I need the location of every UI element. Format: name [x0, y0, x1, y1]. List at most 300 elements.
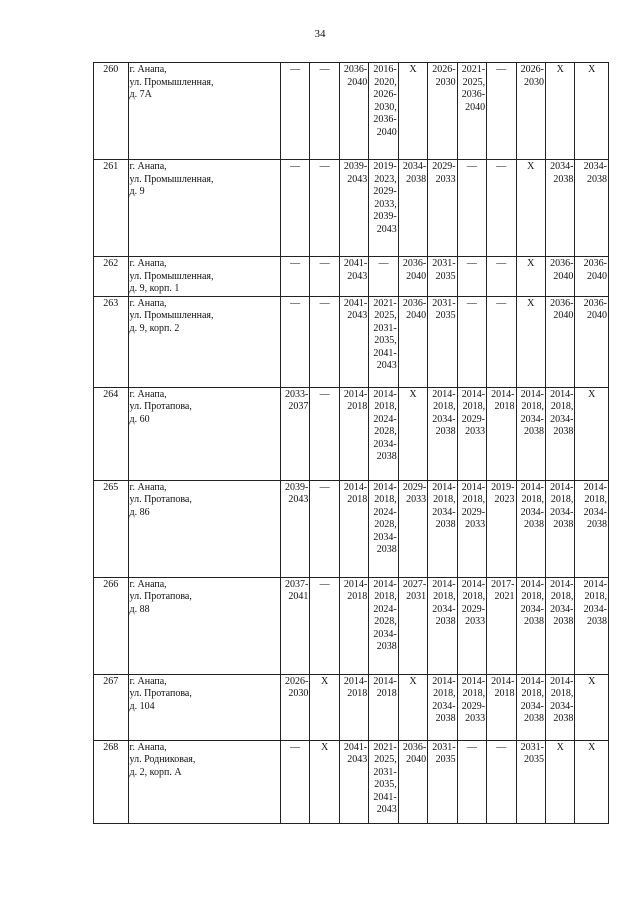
- term-line: 2018: [494, 401, 515, 412]
- term-line: 2027-: [402, 578, 427, 590]
- term-line: 2018,: [521, 688, 544, 699]
- term-cell: [428, 63, 457, 160]
- term-line: —: [290, 297, 301, 309]
- address-line: д. 88: [129, 603, 150, 615]
- term-line: —: [319, 258, 330, 269]
- term-line: 2038: [523, 519, 544, 530]
- term-line: 2018,: [550, 591, 574, 602]
- term-line: 2018,: [550, 494, 574, 505]
- term-line: —: [290, 258, 301, 269]
- term-cell: [339, 296, 368, 387]
- term-line: —: [319, 64, 330, 75]
- term-cell: [487, 296, 516, 387]
- term-cell: [457, 160, 486, 257]
- term-line: 2034-: [432, 413, 456, 425]
- address-line: г. Анапа,: [129, 388, 167, 400]
- term-line: 2041-: [343, 258, 368, 269]
- term-cell: [310, 257, 339, 297]
- term-line: 2035,: [374, 779, 397, 790]
- term-line: 2030: [523, 76, 544, 88]
- term-cell: [398, 257, 427, 297]
- term-cell: [310, 63, 339, 160]
- term-line: Х: [588, 741, 596, 753]
- address-line: ул. Протапова,: [129, 688, 192, 699]
- term-line: 2040: [587, 310, 607, 321]
- term-line: 2014-: [550, 578, 574, 590]
- address-line: г. Анапа,: [129, 741, 167, 753]
- term-line: 2034-: [550, 161, 574, 172]
- page-number: 34: [314, 28, 326, 40]
- term-line: 2030,: [374, 101, 397, 113]
- address-cell: [128, 296, 280, 387]
- term-line: 2029-: [402, 481, 427, 493]
- term-line: 2024-: [373, 603, 397, 615]
- term-line: 2040: [587, 270, 607, 282]
- term-cell: [369, 577, 398, 674]
- term-line: 2024-: [373, 506, 397, 518]
- term-line: 2025,: [374, 754, 397, 765]
- term-line: 2034-: [373, 438, 397, 450]
- term-line: 2020,: [374, 76, 397, 88]
- term-line: —: [290, 161, 301, 172]
- term-line: 2033,: [374, 198, 397, 210]
- term-cell: [428, 740, 457, 823]
- term-line: Х: [527, 297, 535, 309]
- term-line: 2014-: [520, 481, 544, 493]
- term-line: —: [378, 258, 389, 269]
- term-cell: [339, 257, 368, 297]
- term-line: 2018,: [550, 688, 574, 699]
- term-line: —: [290, 741, 301, 753]
- term-line: 2036-: [550, 258, 574, 269]
- term-cell: [575, 740, 609, 823]
- term-line: 2035: [435, 270, 456, 282]
- term-line: 2031-: [432, 741, 456, 753]
- term-cell: [369, 387, 398, 480]
- term-line: 2034-: [402, 161, 427, 172]
- term-cell: [428, 160, 457, 257]
- term-line: 2034-: [520, 700, 544, 712]
- table-row: [94, 480, 609, 577]
- row-number: 268: [94, 740, 129, 823]
- address-cell: [128, 674, 280, 740]
- term-line: 2040: [406, 310, 427, 321]
- term-line: 2034-: [550, 413, 574, 425]
- term-line: 2036-: [402, 258, 427, 269]
- address-line: г. Анапа,: [129, 64, 167, 75]
- term-line: Х: [527, 258, 535, 269]
- term-line: 2033-: [285, 388, 309, 400]
- address-line: д. 60: [129, 413, 150, 425]
- address-line: д. 9, корп. 1: [129, 283, 180, 294]
- table-row: [94, 387, 609, 480]
- term-line: 2043: [376, 223, 397, 235]
- term-line: 2043: [376, 360, 397, 371]
- term-line: 2038: [406, 173, 427, 185]
- term-line: 2035: [435, 754, 456, 765]
- term-line: 2038: [553, 519, 574, 530]
- term-line: 2034-: [550, 506, 574, 518]
- term-line: 2036-: [461, 89, 486, 100]
- term-cell: [575, 160, 609, 257]
- term-cell: [398, 160, 427, 257]
- term-line: 2034-: [550, 700, 574, 712]
- term-cell: [369, 160, 398, 257]
- term-line: —: [319, 578, 330, 590]
- term-cell: [280, 480, 309, 577]
- term-cell: [280, 296, 309, 387]
- term-line: 2021-: [373, 297, 397, 309]
- address-cell: [128, 387, 280, 480]
- term-cell: [310, 674, 339, 740]
- term-line: 2038: [587, 616, 607, 627]
- address-line: ул. Протапова,: [129, 591, 192, 602]
- term-cell: [575, 63, 609, 160]
- term-cell: [280, 257, 309, 297]
- term-cell: [516, 387, 545, 480]
- term-line: 2035,: [374, 335, 397, 346]
- term-line: 2029-: [461, 603, 486, 615]
- term-line: 2016-: [373, 64, 397, 75]
- term-line: 2038: [523, 713, 544, 724]
- term-cell: [545, 674, 574, 740]
- address-cell: [128, 480, 280, 577]
- term-cell: [369, 296, 398, 387]
- term-cell: [575, 577, 609, 674]
- term-line: 2043: [288, 494, 309, 505]
- term-line: 2021: [494, 591, 515, 602]
- term-cell: [545, 577, 574, 674]
- term-cell: [339, 674, 368, 740]
- term-line: 2017-: [491, 578, 515, 590]
- term-line: Х: [556, 741, 564, 753]
- term-cell: [457, 387, 486, 480]
- term-line: 2036-: [550, 297, 574, 309]
- term-line: Х: [588, 675, 596, 687]
- term-cell: [516, 160, 545, 257]
- table-row: [94, 674, 609, 740]
- row-number: 261: [94, 160, 129, 257]
- term-cell: [310, 480, 339, 577]
- repair-schedule-table: [93, 62, 609, 824]
- term-line: 2035: [435, 310, 456, 321]
- address-line: д. 2, корп. А: [129, 766, 182, 778]
- term-line: 2038: [376, 641, 397, 652]
- term-line: 2033: [465, 713, 486, 724]
- term-line: 2034-: [520, 413, 544, 425]
- address-cell: [128, 257, 280, 297]
- term-line: 2026-: [373, 89, 397, 100]
- term-cell: [545, 257, 574, 297]
- term-line: 2018: [494, 688, 515, 699]
- term-line: 2037-: [285, 578, 309, 590]
- term-cell: [487, 577, 516, 674]
- term-line: 2014-: [432, 388, 456, 400]
- term-line: 2023: [494, 494, 515, 505]
- term-cell: [545, 740, 574, 823]
- term-line: 2018,: [462, 591, 486, 602]
- term-cell: [398, 296, 427, 387]
- table-row: [94, 577, 609, 674]
- term-line: 2026-: [285, 675, 309, 687]
- term-line: 2038: [435, 713, 456, 724]
- term-line: 2025,: [462, 76, 486, 88]
- term-line: 2040: [347, 76, 368, 88]
- term-line: 2030: [288, 688, 309, 699]
- term-line: —: [466, 741, 477, 753]
- term-line: 2036-: [373, 114, 397, 125]
- term-line: 2043: [376, 804, 397, 815]
- term-line: 2033: [465, 616, 486, 627]
- term-line: 2034-: [432, 506, 456, 518]
- term-line: —: [496, 161, 507, 172]
- term-cell: [398, 387, 427, 480]
- term-cell: [575, 296, 609, 387]
- term-line: 2014-: [520, 578, 544, 590]
- row-number: 265: [94, 480, 129, 577]
- term-line: 2040: [465, 101, 486, 113]
- term-cell: [457, 674, 486, 740]
- term-cell: [280, 577, 309, 674]
- term-line: 2039-: [343, 161, 368, 172]
- term-line: 2029-: [373, 186, 397, 197]
- term-line: 2018,: [374, 591, 397, 602]
- term-line: 2014-: [550, 675, 574, 687]
- term-line: 2021-: [461, 64, 486, 75]
- term-cell: [516, 63, 545, 160]
- term-line: 2029-: [461, 413, 486, 425]
- term-line: 2034-: [432, 603, 456, 615]
- term-line: 2014-: [550, 388, 574, 400]
- term-cell: [487, 160, 516, 257]
- term-line: 2031-: [520, 741, 544, 753]
- term-cell: [339, 740, 368, 823]
- term-cell: [369, 63, 398, 160]
- term-line: 2014-: [520, 675, 544, 687]
- term-line: 2038: [553, 616, 574, 627]
- term-line: —: [290, 64, 301, 75]
- address-line: д. 9, корп. 2: [129, 322, 180, 334]
- term-line: 2041-: [343, 741, 368, 753]
- address-line: ул. Промышленная,: [129, 270, 214, 282]
- address-line: ул. Промышленная,: [129, 76, 214, 88]
- term-line: —: [466, 161, 477, 172]
- term-cell: [369, 480, 398, 577]
- term-line: 2039-: [373, 211, 397, 222]
- term-line: 2014-: [491, 675, 515, 687]
- term-line: Х: [527, 161, 535, 172]
- term-cell: [545, 296, 574, 387]
- row-number: 264: [94, 387, 129, 480]
- term-line: 2033: [465, 519, 486, 530]
- term-line: 2038: [435, 426, 456, 437]
- term-line: 2036-: [583, 258, 607, 269]
- term-line: —: [319, 297, 330, 309]
- term-line: 2040: [553, 310, 574, 321]
- term-line: 2024-: [373, 413, 397, 425]
- term-line: 2040: [553, 270, 574, 282]
- term-line: 2033: [465, 426, 486, 437]
- term-line: 2034-: [583, 603, 607, 615]
- term-line: 2036-: [402, 741, 427, 753]
- address-line: ул. Протапова,: [129, 494, 192, 505]
- term-cell: [487, 257, 516, 297]
- term-cell: [516, 674, 545, 740]
- term-line: 2037: [288, 401, 309, 412]
- term-line: 2014-: [520, 388, 544, 400]
- row-number: 267: [94, 674, 129, 740]
- term-cell: [428, 387, 457, 480]
- term-line: 2018,: [584, 591, 607, 602]
- term-cell: [339, 160, 368, 257]
- term-line: 2034-: [373, 531, 397, 543]
- term-line: 2014-: [343, 578, 368, 590]
- address-line: д. 7А: [129, 89, 152, 100]
- term-line: 2043: [347, 310, 368, 321]
- address-line: д. 9: [129, 186, 145, 197]
- term-cell: [398, 577, 427, 674]
- term-line: 2014-: [373, 578, 397, 590]
- row-number: 262: [94, 257, 129, 297]
- table-row: [94, 296, 609, 387]
- term-line: 2034-: [432, 700, 456, 712]
- address-line: ул. Промышленная,: [129, 310, 214, 321]
- term-line: 2031-: [373, 322, 397, 334]
- term-cell: [280, 740, 309, 823]
- term-line: Х: [409, 388, 417, 400]
- term-cell: [545, 63, 574, 160]
- term-line: 2018: [347, 688, 368, 699]
- term-line: 2030: [435, 76, 456, 88]
- address-line: г. Анапа,: [129, 675, 167, 687]
- term-line: Х: [320, 741, 329, 753]
- term-cell: [516, 480, 545, 577]
- term-cell: [310, 740, 339, 823]
- term-line: 2018,: [521, 591, 544, 602]
- term-cell: [339, 387, 368, 480]
- term-cell: [575, 387, 609, 480]
- term-line: —: [496, 258, 507, 269]
- term-line: 2038: [553, 426, 574, 437]
- term-line: 2018: [376, 688, 397, 699]
- term-line: —: [319, 481, 330, 493]
- term-cell: [457, 577, 486, 674]
- term-line: Х: [588, 64, 596, 75]
- term-line: 2026-: [520, 64, 544, 75]
- term-line: 2014-: [432, 578, 456, 590]
- row-number: 260: [94, 63, 129, 160]
- term-cell: [575, 674, 609, 740]
- term-cell: [280, 674, 309, 740]
- term-cell: [457, 257, 486, 297]
- term-line: 2033: [435, 173, 456, 185]
- term-cell: [457, 296, 486, 387]
- term-cell: [310, 296, 339, 387]
- term-line: 2043: [347, 270, 368, 282]
- term-cell: [516, 257, 545, 297]
- term-cell: [487, 674, 516, 740]
- term-cell: [428, 296, 457, 387]
- term-cell: [487, 480, 516, 577]
- term-line: 2018,: [433, 688, 456, 699]
- term-cell: [369, 257, 398, 297]
- term-line: 2036-: [583, 297, 607, 309]
- address-line: г. Анапа,: [129, 297, 167, 309]
- term-line: 2018,: [462, 688, 486, 699]
- term-line: 2014-: [373, 481, 397, 493]
- term-cell: [428, 577, 457, 674]
- term-cell: [516, 740, 545, 823]
- table-row: [94, 63, 609, 160]
- term-line: 2041-: [373, 347, 397, 359]
- term-cell: [545, 480, 574, 577]
- term-line: 2038: [523, 426, 544, 437]
- term-line: 2014-: [461, 388, 486, 400]
- term-line: 2018,: [433, 494, 456, 505]
- address-line: г. Анапа,: [129, 578, 167, 590]
- row-number: 263: [94, 296, 129, 387]
- term-line: 2034-: [373, 628, 397, 640]
- term-line: 2014-: [373, 675, 397, 687]
- term-line: 2034-: [583, 161, 607, 172]
- term-line: 2018,: [374, 494, 397, 505]
- term-line: 2014-: [343, 481, 368, 493]
- term-line: 2041-: [373, 791, 397, 803]
- term-line: 2018,: [584, 494, 607, 505]
- term-cell: [398, 740, 427, 823]
- term-line: 2025,: [374, 310, 397, 321]
- term-line: 2018: [347, 591, 368, 602]
- term-line: 2038: [435, 616, 456, 627]
- term-line: —: [319, 388, 330, 400]
- term-line: 2019-: [491, 481, 515, 493]
- term-line: 2028,: [374, 519, 397, 530]
- address-line: г. Анапа,: [129, 161, 167, 172]
- table-body: [94, 63, 609, 824]
- term-cell: [428, 480, 457, 577]
- term-line: 2034-: [520, 603, 544, 615]
- address-cell: [128, 63, 280, 160]
- term-cell: [339, 63, 368, 160]
- term-line: Х: [409, 64, 417, 75]
- term-line: Х: [409, 675, 417, 687]
- term-line: 2039-: [285, 481, 309, 493]
- term-cell: [487, 740, 516, 823]
- term-line: 2023,: [374, 173, 397, 185]
- term-line: 2018: [347, 401, 368, 412]
- term-line: 2014-: [583, 481, 607, 493]
- address-line: г. Анапа,: [129, 481, 167, 493]
- term-line: 2040: [376, 126, 397, 138]
- term-line: 2021-: [373, 741, 397, 753]
- term-cell: [487, 387, 516, 480]
- address-line: ул. Протапова,: [129, 401, 192, 412]
- term-cell: [280, 387, 309, 480]
- term-cell: [339, 577, 368, 674]
- term-line: 2034-: [550, 603, 574, 615]
- term-cell: [398, 63, 427, 160]
- term-line: 2014-: [491, 388, 515, 400]
- address-line: ул. Промышленная,: [129, 173, 214, 185]
- address-cell: [128, 577, 280, 674]
- term-cell: [310, 577, 339, 674]
- term-line: 2041-: [343, 297, 368, 309]
- term-line: 2026-: [432, 64, 456, 75]
- term-cell: [369, 740, 398, 823]
- term-line: 2014-: [432, 481, 456, 493]
- term-line: Х: [556, 64, 564, 75]
- address-line: д. 104: [129, 700, 155, 712]
